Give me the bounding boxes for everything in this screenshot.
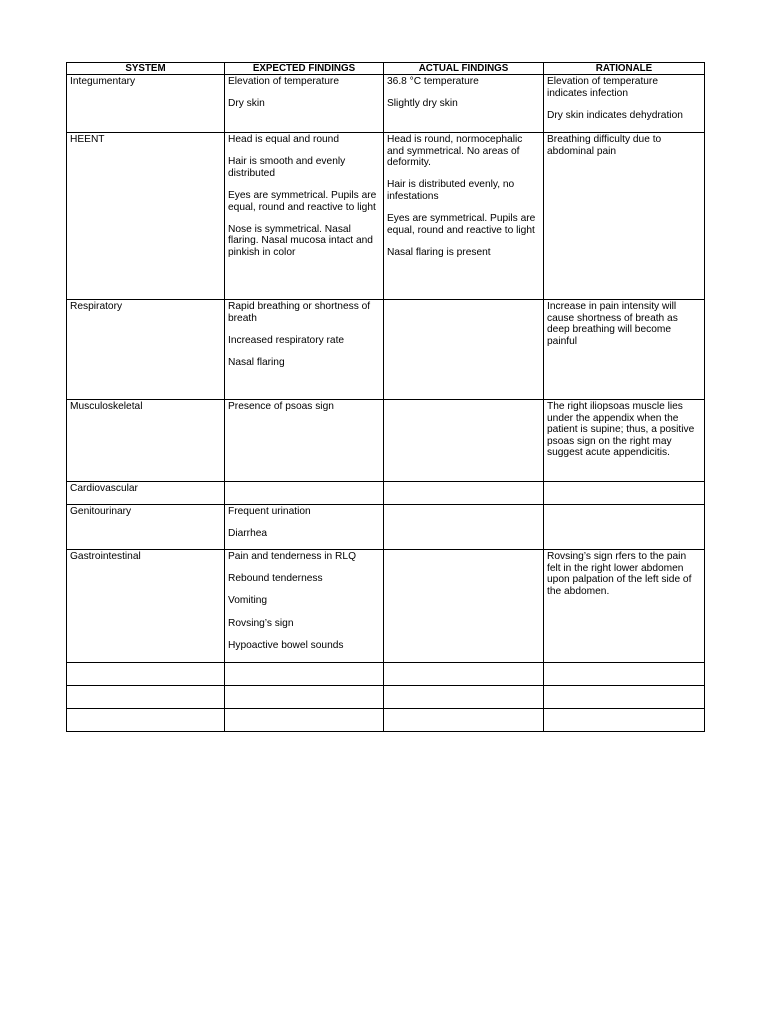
rationale-cell (544, 482, 705, 505)
expected-finding: Pain and tenderness in RLQ (228, 551, 356, 562)
actual-cell (384, 75, 544, 133)
actual-finding: Head is round, normocephalic and symmetrical. No areas of deformity. (387, 134, 523, 169)
rationale-text: Increase in pain intensity will cause shortness of breath as deep breathing will become painful (547, 301, 678, 347)
table-row-cardiovascular (67, 482, 705, 505)
expected-cell (225, 400, 384, 482)
empty-cell (225, 709, 384, 732)
system-cell (67, 505, 225, 550)
system-label: Gastrointestinal (70, 551, 141, 562)
empty-cell (67, 709, 225, 732)
rationale-cell (544, 550, 705, 663)
table-row-heent (67, 133, 705, 300)
expected-finding: Rapid breathing or shortness of breath (228, 301, 371, 324)
rationale-cell (544, 300, 705, 400)
table-row-empty (67, 709, 705, 732)
system-label: Respiratory (70, 301, 123, 312)
rationale-text: Dry skin indicates dehydration (547, 109, 683, 121)
system-cell (67, 133, 225, 300)
actual-cell (384, 300, 544, 400)
expected-finding: Diarrhea (228, 528, 268, 540)
rationale-text: Breathing difficulty due to abdominal pain (547, 134, 662, 157)
empty-cell (67, 686, 225, 709)
expected-finding: Rovsing’s sign (228, 617, 294, 629)
empty-cell (225, 686, 384, 709)
expected-finding: Hypoactive bowel sounds (228, 639, 344, 651)
expected-finding: Rebound tenderness (228, 573, 323, 585)
table-row-integumentary (67, 75, 705, 133)
table-row-empty (67, 686, 705, 709)
empty-cell (544, 686, 705, 709)
rationale-cell (544, 400, 705, 482)
actual-cell (384, 550, 544, 663)
expected-cell (225, 482, 384, 505)
expected-finding: Vomiting (228, 595, 268, 607)
system-cell (67, 550, 225, 663)
expected-cell (225, 75, 384, 133)
actual-cell (384, 482, 544, 505)
empty-cell (544, 663, 705, 686)
table-row-gastrointestinal (67, 550, 705, 663)
expected-finding: Frequent urination (228, 506, 311, 517)
header-rationale: RATIONALE (544, 63, 705, 75)
actual-finding: 36.8 °C temperature (387, 76, 479, 87)
table-row-musculoskeletal (67, 400, 705, 482)
header-system: SYSTEM (67, 63, 225, 75)
system-cell (67, 482, 225, 505)
table-row-genitourinary (67, 505, 705, 550)
rationale-cell (544, 505, 705, 550)
expected-cell (225, 300, 384, 400)
header-expected-findings: EXPECTED FINDINGS (225, 63, 384, 75)
empty-cell (225, 663, 384, 686)
expected-cell (225, 505, 384, 550)
system-cell (67, 300, 225, 400)
expected-cell (225, 133, 384, 300)
actual-cell (384, 400, 544, 482)
empty-cell (67, 663, 225, 686)
actual-finding: Hair is distributed evenly, no infestations (387, 179, 515, 202)
actual-cell (384, 133, 544, 300)
system-cell (67, 75, 225, 133)
expected-finding: Nose is symmetrical. Nasal flaring. Nasal mucosa intact and pinkish in color (228, 223, 373, 258)
actual-cell (384, 505, 544, 550)
expected-finding: Head is equal and round (228, 134, 340, 145)
system-label: Genitourinary (70, 506, 132, 517)
rationale-cell (544, 133, 705, 300)
expected-finding: Dry skin (228, 98, 265, 110)
table-row-empty (67, 663, 705, 686)
expected-finding: Hair is smooth and evenly distributed (228, 156, 346, 179)
system-label: Musculoskeletal (70, 401, 143, 412)
actual-finding: Eyes are symmetrical. Pupils are equal, round and reactive to light (387, 213, 536, 236)
expected-finding: Elevation of temperature (228, 76, 339, 87)
table-row-respiratory (67, 300, 705, 400)
empty-cell (544, 709, 705, 732)
empty-cell (384, 686, 544, 709)
system-label: Integumentary (70, 76, 136, 87)
header-actual-findings: ACTUAL FINDINGS (384, 63, 544, 75)
empty-cell (384, 709, 544, 732)
system-label: HEENT (70, 134, 105, 145)
expected-finding: Eyes are symmetrical. Pupils are equal, round and reactive to light (228, 189, 377, 213)
table-header-row (67, 63, 705, 75)
system-cell (67, 400, 225, 482)
empty-cell (384, 663, 544, 686)
expected-finding: Increased respiratory rate (228, 334, 345, 346)
assessment-table (66, 62, 705, 732)
system-label: Cardiovascular (70, 483, 138, 494)
expected-finding: Presence of psoas sign (228, 401, 334, 412)
rationale-text: Elevation of temperature indicates infection (547, 76, 658, 99)
expected-finding: Nasal flaring (228, 356, 285, 368)
actual-finding: Slightly dry skin (387, 98, 458, 110)
expected-cell (225, 550, 384, 663)
rationale-text: Rovsing’s sign rfers to the pain felt in the right lower abdomen upon palpation of the left side of the abdomen. (547, 551, 692, 597)
rationale-text: The right iliopsoas muscle lies under the appendix when the patient is supine; thus, a positive psoas sign on the right may suggest acute appendicitis. (547, 401, 695, 459)
actual-finding: Nasal flaring is present (387, 246, 491, 258)
rationale-cell (544, 75, 705, 133)
